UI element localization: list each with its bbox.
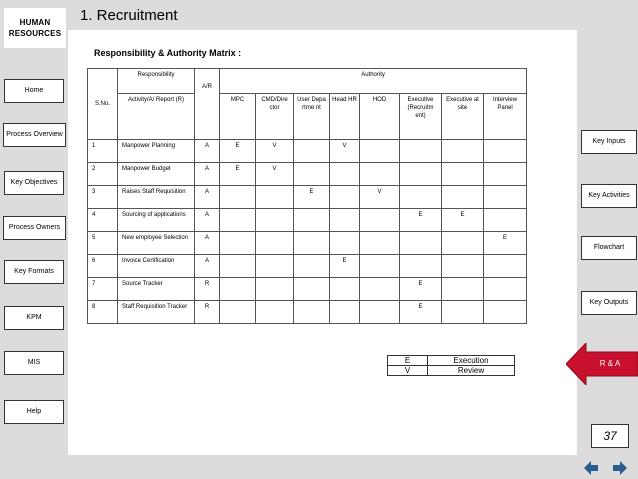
row-authority-cell [400, 232, 442, 255]
legend-row [388, 356, 515, 366]
header-responsibility: Responsibility [118, 69, 195, 94]
legend-code: V [388, 366, 428, 376]
table-row [88, 186, 527, 209]
row-authority-cell [256, 186, 294, 209]
row-authority-cell [256, 301, 294, 324]
row-ar: A [195, 140, 220, 163]
row-authority-cell [256, 209, 294, 232]
row-authority-cell: V [256, 163, 294, 186]
row-ar: A [195, 163, 220, 186]
row-authority-cell: E [220, 163, 256, 186]
row-authority-cell [442, 232, 484, 255]
row-ar: R [195, 301, 220, 324]
row-authority-cell: E [294, 186, 330, 209]
nav-key-outputs-button[interactable]: Key Outputs [581, 291, 637, 315]
row-activity: Manpower Planning [118, 140, 195, 163]
row-authority-cell [256, 255, 294, 278]
row-authority-cell [442, 255, 484, 278]
row-authority-cell [484, 163, 527, 186]
row-authority-cell: E [220, 140, 256, 163]
header-role-user-dept: User Depa rtme nt [294, 94, 330, 140]
row-authority-cell [360, 140, 400, 163]
legend-meaning: Execution [428, 356, 515, 366]
row-authority-cell [330, 232, 360, 255]
header-ar: A/R [195, 69, 220, 140]
row-authority-cell [484, 140, 527, 163]
nav-home-button[interactable]: Home [4, 79, 64, 103]
row-authority-cell [294, 140, 330, 163]
row-authority-cell [360, 301, 400, 324]
row-activity: Sourcing of applications [118, 209, 195, 232]
row-authority-cell [294, 232, 330, 255]
table-row [88, 163, 527, 186]
header-activity: Activity/A/ Report (R) [118, 94, 195, 140]
row-authority-cell [294, 255, 330, 278]
row-authority-cell [256, 278, 294, 301]
row-authority-cell [360, 232, 400, 255]
legend-table [387, 355, 515, 376]
responsibility-authority-matrix [87, 68, 527, 324]
legend-row [388, 366, 515, 376]
row-authority-cell [400, 163, 442, 186]
row-sno: 4 [88, 209, 118, 232]
row-activity: New employee Selection [118, 232, 195, 255]
table-row [88, 255, 527, 278]
row-authority-cell [442, 163, 484, 186]
footer-bar [68, 455, 577, 479]
brand-line1: HUMAN [19, 18, 51, 27]
nav-r-and-a-label: R & A [599, 359, 621, 368]
arrow-left-icon[interactable] [583, 460, 599, 476]
row-sno: 6 [88, 255, 118, 278]
row-authority-cell [330, 186, 360, 209]
row-authority-cell [220, 278, 256, 301]
row-authority-cell [442, 278, 484, 301]
row-authority-cell [360, 209, 400, 232]
row-authority-cell [400, 186, 442, 209]
row-authority-cell [360, 255, 400, 278]
row-sno: 2 [88, 163, 118, 186]
arrow-right-icon[interactable] [612, 460, 628, 476]
row-authority-cell: E [442, 209, 484, 232]
row-authority-cell [442, 140, 484, 163]
row-authority-cell: E [400, 301, 442, 324]
row-authority-cell [330, 278, 360, 301]
brand-logo [4, 8, 66, 48]
row-ar: A [195, 232, 220, 255]
row-sno: 1 [88, 140, 118, 163]
row-authority-cell [294, 278, 330, 301]
header-role-cmd: CMD/Dire ctor [256, 94, 294, 140]
row-authority-cell [294, 301, 330, 324]
header-role-exec-recruit: Executive (Recruitm ent) [400, 94, 442, 140]
row-activity: Manpower Budget [118, 163, 195, 186]
nav-key-objectives-button[interactable]: Key Objectives [4, 171, 64, 195]
row-authority-cell [442, 301, 484, 324]
row-authority-cell [400, 140, 442, 163]
nav-kpm-button[interactable]: KPM [4, 306, 64, 330]
row-authority-cell [484, 278, 527, 301]
page-title: 1. Recruitment [80, 7, 178, 24]
row-authority-cell [294, 209, 330, 232]
table-row [88, 209, 527, 232]
row-authority-cell [220, 232, 256, 255]
page-number: 37 [591, 424, 629, 448]
row-authority-cell [484, 186, 527, 209]
nav-key-activities-button[interactable]: Key Activities [581, 184, 637, 208]
row-activity: Staff Requisition Tracker [118, 301, 195, 324]
row-ar: A [195, 186, 220, 209]
row-authority-cell [256, 232, 294, 255]
nav-key-inputs-button[interactable]: Key Inputs [581, 130, 637, 154]
row-authority-cell [220, 255, 256, 278]
row-ar: A [195, 255, 220, 278]
row-authority-cell [484, 209, 527, 232]
row-sno: 3 [88, 186, 118, 209]
legend-code: E [388, 356, 428, 366]
row-authority-cell [360, 278, 400, 301]
header-role-hod: HOD [360, 94, 400, 140]
row-authority-cell: E [400, 278, 442, 301]
row-authority-cell: E [400, 209, 442, 232]
table-row [88, 140, 527, 163]
table-row [88, 301, 527, 324]
row-sno: 5 [88, 232, 118, 255]
section-title: Responsibility & Authority Matrix : [94, 48, 242, 58]
header-sno: S.No. [88, 69, 118, 140]
row-authority-cell [330, 163, 360, 186]
brand-line2: RESOURCES [8, 29, 62, 38]
row-ar: R [195, 278, 220, 301]
row-ar: A [195, 209, 220, 232]
row-activity: Raises Staff Requisition [118, 186, 195, 209]
nav-key-formats-button[interactable]: Key Formats [4, 260, 64, 284]
nav-help-button[interactable]: Help [4, 400, 64, 424]
row-authority-cell [220, 186, 256, 209]
nav-mis-button[interactable]: MIS [4, 351, 64, 375]
row-activity: Source Tracker [118, 278, 195, 301]
row-authority-cell [220, 209, 256, 232]
row-authority-cell: E [484, 232, 527, 255]
table-row [88, 278, 527, 301]
nav-flowchart-button[interactable]: Flowchart [581, 236, 637, 260]
row-authority-cell [360, 163, 400, 186]
row-authority-cell: E [330, 255, 360, 278]
row-authority-cell: V [330, 140, 360, 163]
row-sno: 7 [88, 278, 118, 301]
row-sno: 8 [88, 301, 118, 324]
row-authority-cell [294, 163, 330, 186]
row-authority-cell [484, 255, 527, 278]
row-authority-cell: V [360, 186, 400, 209]
table-row [88, 232, 527, 255]
legend-meaning: Review [428, 366, 515, 376]
nav-process-overview-button[interactable]: Process Overview [3, 123, 66, 147]
row-authority-cell [330, 301, 360, 324]
header-role-head-hr: Head HR [330, 94, 360, 140]
nav-process-owners-button[interactable]: Process Owners [3, 216, 66, 240]
header-role-mpc: MPC [220, 94, 256, 140]
row-authority-cell: V [256, 140, 294, 163]
row-authority-cell [220, 301, 256, 324]
row-authority-cell [400, 255, 442, 278]
row-authority-cell [330, 209, 360, 232]
header-role-interview-panel: Interview Panel [484, 94, 527, 140]
row-authority-cell [484, 301, 527, 324]
row-authority-cell [442, 186, 484, 209]
header-role-exec-site: Executive at site [442, 94, 484, 140]
header-authority: Authority [220, 69, 527, 94]
row-activity: Invoice Certification [118, 255, 195, 278]
